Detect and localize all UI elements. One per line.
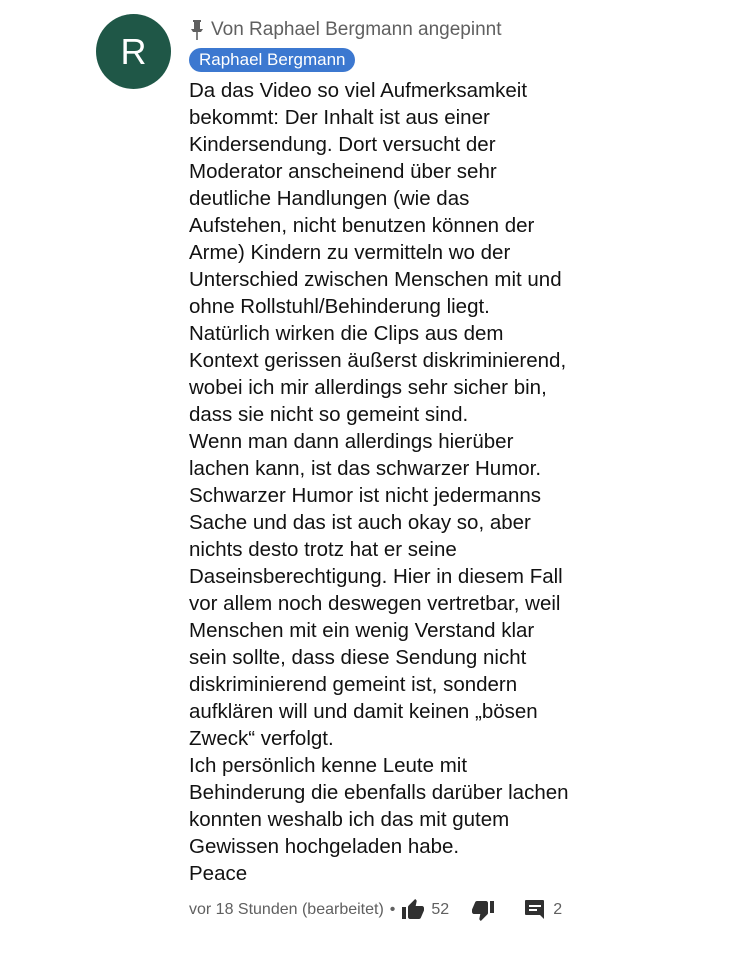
comment-line: Aufstehen, nicht benutzen können der (189, 214, 535, 237)
author-name-badge[interactable]: Raphael Bergmann (189, 48, 355, 72)
thumbs-up-icon[interactable] (401, 898, 425, 922)
pin-icon (189, 19, 205, 41)
comment-line: aufklären will und damit keinen „bösen (189, 700, 538, 723)
comment-actions (189, 895, 709, 925)
comment-line: ohne Rollstuhl/Behinderung liegt. (189, 295, 490, 318)
comment-line: Schwarzer Humor ist nicht jedermanns (189, 484, 542, 507)
reply-count: 2 (553, 901, 563, 918)
comment-line: diskriminierend gemeint ist, sondern (189, 673, 518, 696)
comment-line: Gewissen hochgeladen habe. (189, 835, 460, 858)
comment-line: Arme) Kindern zu vermitteln wo der (189, 241, 511, 264)
separator-dot: • (389, 901, 396, 918)
avatar[interactable] (96, 14, 171, 89)
comment-line: sein sollte, dass diese Sendung nicht (189, 646, 527, 669)
comment-line: Peace (189, 862, 248, 885)
comment-line: Da das Video so viel Aufmerksamkeit (189, 79, 528, 102)
comment-line: Kindersendung. Dort versucht der (189, 133, 496, 156)
comment-line: Wenn man dann allerdings hierüber (189, 430, 514, 453)
comment-line: Behinderung die ebenfalls darüber lachen (189, 781, 569, 804)
comment-line: deutliche Handlungen (wie das (189, 187, 470, 210)
comment-line: wobei ich mir allerdings sehr sicher bin, (189, 376, 547, 399)
thumbs-down-icon[interactable] (471, 898, 495, 922)
pinned-text: Von Raphael Bergmann angepinnt (211, 19, 502, 40)
comment-line: Ich persönlich kenne Leute mit (189, 754, 468, 777)
comment-line: lachen kann, ist das schwarzer Humor. (189, 457, 542, 480)
like-count: 52 (431, 901, 450, 918)
comment-line: Moderator anscheinend über sehr (189, 160, 497, 183)
comment-line: vor allem noch deswegen vertretbar, weil (189, 592, 561, 615)
comment-line: Natürlich wirken die Clips aus dem (189, 322, 504, 345)
comment-line: Zweck“ verfolgt. (189, 727, 334, 750)
comment-line: konnten weshalb ich das mit gutem (189, 808, 510, 831)
comment-line: bekommt: Der Inhalt ist aus einer (189, 106, 490, 129)
avatar-letter: R (120, 30, 147, 72)
comment-line: Daseinsberechtigung. Hier in diesem Fall (189, 565, 563, 588)
pinned-indicator (189, 16, 709, 44)
comment-line: dass sie nicht so gemeint sind. (189, 403, 469, 426)
comment-body (189, 77, 709, 887)
comment-line: Sache und das ist auch okay so, aber (189, 511, 531, 534)
comment-line: Menschen mit ein wenig Verstand klar (189, 619, 535, 642)
comment-line: nichts desto trotz hat er seine (189, 538, 457, 561)
comment-line: Kontext gerissen äußerst diskriminierend, (189, 349, 567, 372)
comment-line: Unterschied zwischen Menschen mit und (189, 268, 562, 291)
timestamp[interactable]: vor 18 Stunden (bearbeitet) (189, 901, 384, 918)
comment-content (189, 16, 709, 925)
reply-comment-icon[interactable] (523, 898, 547, 922)
